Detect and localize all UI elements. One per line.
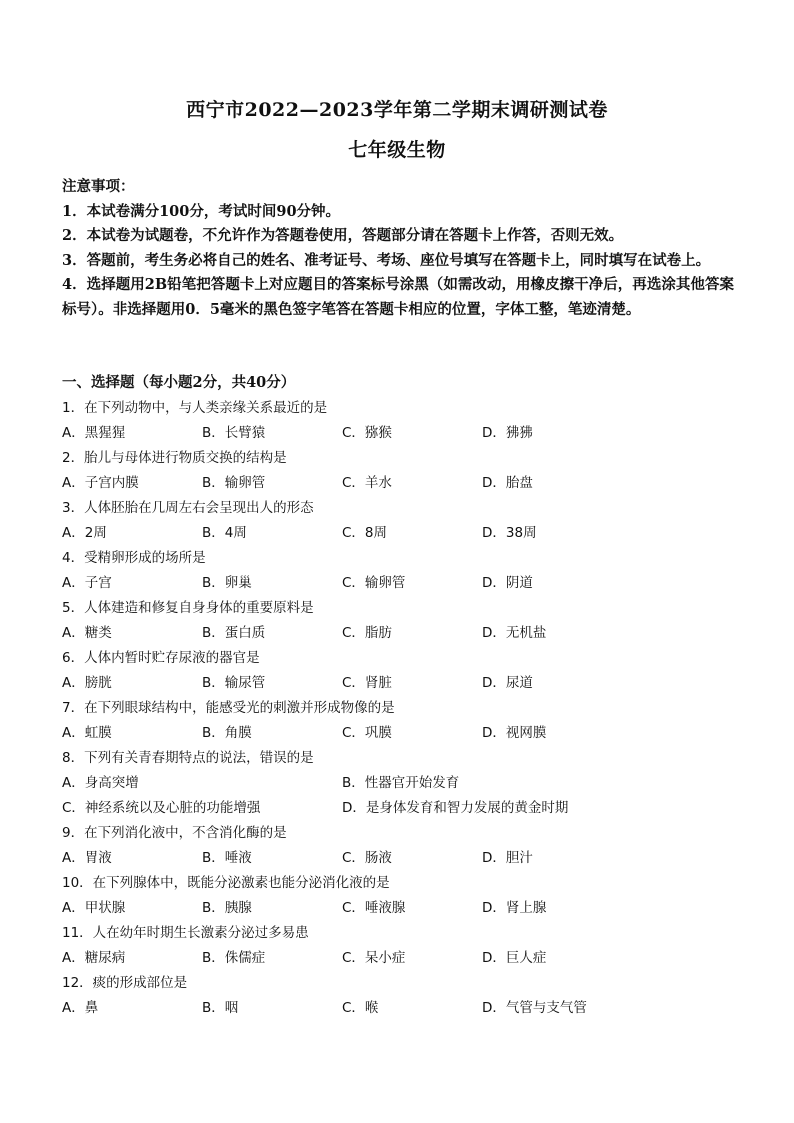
option-a: A．子宫 (62, 575, 112, 591)
option-d: D．胆汁 (482, 850, 533, 866)
option-b: B．性器官开始发育 (342, 775, 460, 791)
options-row (62, 847, 742, 872)
options-row (62, 472, 742, 497)
option-a: A．鼻 (62, 1000, 99, 1016)
option-a: A．黑猩猩 (62, 425, 126, 441)
question-stem: 2．胎儿与母体进行物质交换的结构是 (62, 450, 287, 466)
question-item (62, 922, 742, 972)
option-a: A．子宫内膜 (62, 475, 139, 491)
option-b: B．胰腺 (202, 900, 252, 916)
option-c: C．呆小症 (342, 950, 406, 966)
question-stem: 4．受精卵形成的场所是 (62, 550, 206, 566)
option-d: D．狒狒 (482, 425, 533, 441)
question-stem: 1．在下列动物中，与人类亲缘关系最近的是 (62, 400, 328, 416)
exam-subtitle: 七年级生物 (348, 139, 446, 161)
note-item: 4．选择题用2B铅笔把答题卡上对应题目的答案标号涂黑（如需改动，用橡皮擦干净后，再选涂其他答案标号）。非选择题用0．5毫米的黑色签字笔答在答题卡相应的位置，字体工整，笔迹清楚。 (62, 276, 734, 318)
option-c: C．输卵管 (342, 575, 406, 591)
option-a: A．2周 (62, 525, 107, 541)
option-b: B．蛋白质 (202, 625, 266, 641)
option-a: A．膀胱 (62, 675, 112, 691)
option-b: B．咽 (202, 1000, 239, 1016)
question-item (62, 972, 742, 1022)
option-d: D．气管与支气管 (482, 1000, 587, 1016)
option-b: B．侏儒症 (202, 950, 266, 966)
options-row (62, 797, 742, 822)
options-row (62, 722, 742, 747)
options-row (62, 772, 742, 797)
option-c: C．喉 (342, 1000, 379, 1016)
notes-heading: 注意事项： (62, 178, 135, 195)
question-item (62, 822, 742, 872)
option-b: B．输尿管 (202, 675, 266, 691)
option-d: D．38周 (482, 525, 537, 541)
option-d: D．肾上腺 (482, 900, 547, 916)
question-item (62, 497, 742, 547)
question-stem: 8．下列有关青春期特点的说法，错误的是 (62, 750, 314, 766)
options-row (62, 522, 742, 547)
option-c: C．唾液腺 (342, 900, 406, 916)
option-c: C．脂肪 (342, 625, 392, 641)
option-d: D．巨人症 (482, 950, 547, 966)
question-stem: 3．人体胚胎在几周左右会呈现出人的形态 (62, 500, 314, 516)
options-row (62, 997, 742, 1022)
option-a: A．糖类 (62, 625, 112, 641)
notes-section (62, 175, 734, 322)
question-item (62, 597, 742, 647)
option-d: D．尿道 (482, 675, 533, 691)
question-stem: 10．在下列腺体中，既能分泌激素也能分泌消化液的是 (62, 875, 390, 891)
options-row (62, 947, 742, 972)
question-item (62, 397, 742, 447)
option-b: B．输卵管 (202, 475, 266, 491)
question-item (62, 747, 742, 822)
question-stem: 9．在下列消化液中，不含消化酶的是 (62, 825, 287, 841)
option-b: B．4周 (202, 525, 247, 541)
question-stem: 5．人体建造和修复自身身体的重要原料是 (62, 600, 314, 616)
option-a: A．甲状腺 (62, 900, 126, 916)
option-d: D．是身体发育和智力发展的黄金时期 (342, 800, 569, 816)
question-stem: 11．人在幼年时期生长激素分泌过多易患 (62, 925, 309, 941)
question-item (62, 872, 742, 922)
option-b: B．唾液 (202, 850, 252, 866)
note-item: 2．本试卷为试题卷，不允许作为答题卷使用，答题部分请在答题卡上作答，否则无效。 (62, 227, 624, 244)
option-d: D．阴道 (482, 575, 533, 591)
question-item (62, 697, 742, 747)
option-c: C．肠液 (342, 850, 392, 866)
option-a: A．胃液 (62, 850, 112, 866)
exam-title: 西宁市2022—2023学年第二学期末调研测试卷 (186, 99, 608, 121)
option-c: C．8周 (342, 525, 388, 541)
question-item (62, 647, 742, 697)
option-d: D．视网膜 (482, 725, 547, 741)
note-item: 3．答题前，考生务必将自己的姓名、准考证号、考场、座位号填写在答题卡上，同时填写在试卷上。 (62, 251, 711, 269)
options-row (62, 672, 742, 697)
note-item: 1．本试卷满分100分，考试时间90分钟。 (62, 202, 341, 220)
option-b: B．角膜 (202, 725, 252, 741)
option-a: A．糖尿病 (62, 950, 126, 966)
option-b: B．卵巢 (202, 575, 252, 591)
option-d: D．胎盘 (482, 475, 533, 491)
question-item (62, 447, 742, 497)
question-stem: 7．在下列眼球结构中，能感受光的刺激并形成物像的是 (62, 700, 395, 716)
option-c: C．羊水 (342, 475, 392, 491)
options-row (62, 622, 742, 647)
question-stem: 6．人体内暂时贮存尿液的器官是 (62, 650, 260, 666)
options-row (62, 572, 742, 597)
option-c: C．猕猴 (342, 425, 392, 441)
options-row (62, 422, 742, 447)
options-row (62, 897, 742, 922)
option-a: A．虹膜 (62, 725, 112, 741)
option-c: C．巩膜 (342, 725, 392, 741)
question-item (62, 547, 742, 597)
option-c: C．肾脏 (342, 675, 392, 691)
option-a: A．身高突增 (62, 775, 139, 791)
question-stem: 12．痰的形成部位是 (62, 975, 188, 991)
option-b: B．长臂猿 (202, 425, 266, 441)
section-title: 一、选择题（每小题2分，共40分） (62, 374, 296, 391)
option-c: C．神经系统以及心脏的功能增强 (62, 800, 261, 816)
question-list (62, 397, 742, 1022)
option-d: D．无机盐 (482, 625, 547, 641)
